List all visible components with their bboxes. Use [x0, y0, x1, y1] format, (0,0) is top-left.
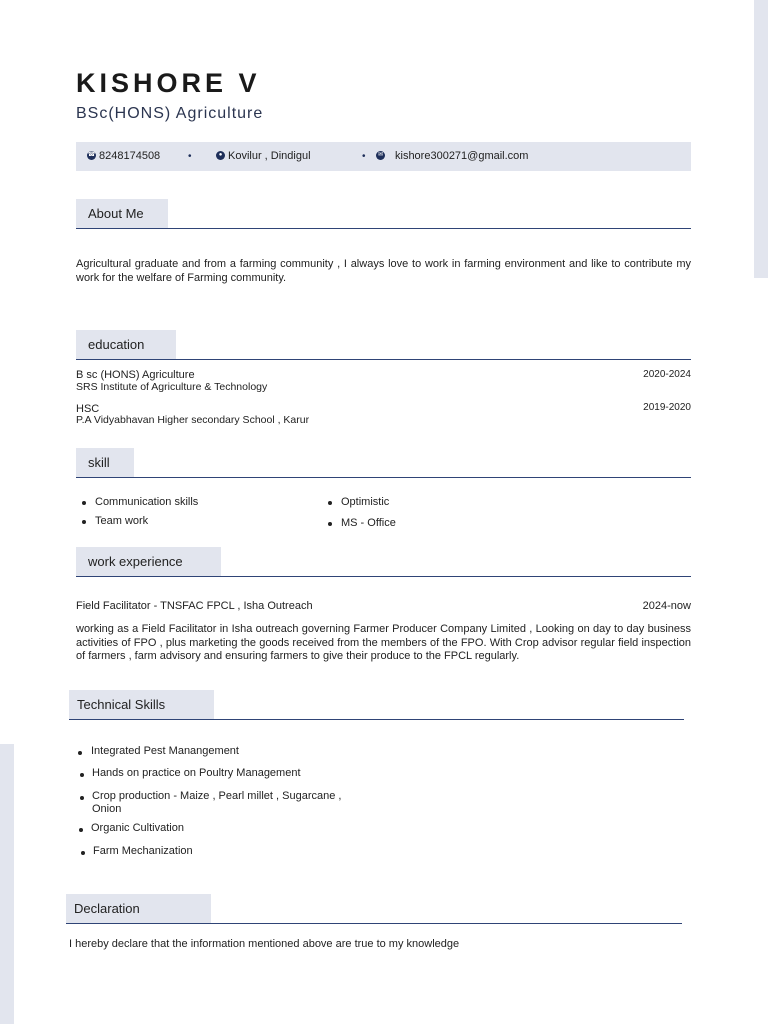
- work-title: Field Facilitator - TNSFAC FPCL , Isha Outreach: [76, 600, 313, 612]
- bullet: [80, 773, 84, 777]
- skill-item: Team work: [95, 515, 149, 527]
- technical-item: Farm Mechanization: [93, 845, 193, 857]
- bullet: [328, 522, 332, 526]
- candidate-degree: BSc(HONS) Agriculture: [76, 105, 264, 122]
- technical-divider: [69, 719, 684, 720]
- technical-item: Integrated Pest Manangement: [91, 745, 239, 757]
- left-accent-strip: [0, 744, 14, 1024]
- contact-location: [216, 142, 311, 171]
- education-institution: SRS Institute of Agriculture & Technology: [76, 381, 268, 393]
- work-period: 2024-now: [642, 600, 691, 612]
- right-accent-strip: [754, 0, 768, 278]
- technical-item-continuation: Onion: [92, 803, 122, 815]
- about-heading: About Me: [76, 199, 168, 228]
- email-icon: ✉: [377, 151, 384, 158]
- education-years: 2020-2024: [643, 369, 691, 380]
- skill-item: Optimistic: [341, 496, 390, 508]
- email-address[interactable]: kishore300271@gmail.com: [395, 150, 529, 162]
- education-divider: [76, 359, 691, 360]
- contact-bar: [76, 142, 691, 171]
- bullet: [79, 828, 83, 832]
- education-institution: P.A Vidyabhavan Higher secondary School , Karur: [76, 414, 310, 426]
- bullet: [82, 520, 86, 524]
- about-text: Agricultural graduate and from a farming community , I always love to work in farming environment and like to contribute my work for the welfare of Farming community.: [76, 258, 691, 284]
- work-heading: work experience: [76, 547, 221, 576]
- location-text: Kovilur , Dindigul: [228, 150, 311, 162]
- education-years: 2019-2020: [643, 402, 691, 413]
- work-description: working as a Field Facilitator in Isha outreach governing Farmer Producer Company Limited , Looking on day to day business activities of FPO , plus marketing the goods received from the members of the FPO. With Crop advisor regular field inspection of farmers , farm advisory and ensuring farmers to give their produce to the FPCL regularly.: [76, 623, 691, 662]
- bullet: [328, 501, 332, 505]
- technical-item: Crop production - Maize , Pearl millet , Sugarcane ,: [92, 790, 342, 802]
- declaration-heading: Declaration: [66, 894, 211, 923]
- skill-divider: [76, 477, 691, 478]
- education-heading: education: [76, 330, 176, 359]
- phone-icon: ☎: [87, 151, 96, 158]
- phone-number: 8248174508: [99, 150, 161, 162]
- contact-phone: [87, 142, 160, 171]
- bullet: [78, 751, 82, 755]
- location-pin-icon: ●: [216, 151, 225, 160]
- declaration-divider: [66, 923, 682, 924]
- bullet: [80, 796, 84, 800]
- education-degree: B sc (HONS) Agriculture: [76, 369, 195, 381]
- skill-item: MS - Office: [341, 517, 396, 529]
- contact-separator: •: [362, 151, 366, 162]
- contact-separator: •: [188, 151, 192, 162]
- bullet: [82, 501, 86, 505]
- skill-heading: skill: [76, 448, 134, 477]
- education-degree: HSC: [76, 403, 100, 415]
- technical-item: Organic Cultivation: [91, 822, 184, 834]
- contact-email: [376, 142, 528, 171]
- technical-heading: Technical Skills: [69, 690, 214, 719]
- bullet: [81, 851, 85, 855]
- declaration-text: I hereby declare that the information mentioned above are true to my knowledge: [69, 938, 460, 950]
- candidate-name: KISHORE V: [76, 68, 261, 98]
- about-divider: [76, 228, 691, 229]
- work-divider: [76, 576, 691, 577]
- technical-item: Hands on practice on Poultry Management: [92, 767, 301, 779]
- skill-item: Communication skills: [95, 496, 199, 508]
